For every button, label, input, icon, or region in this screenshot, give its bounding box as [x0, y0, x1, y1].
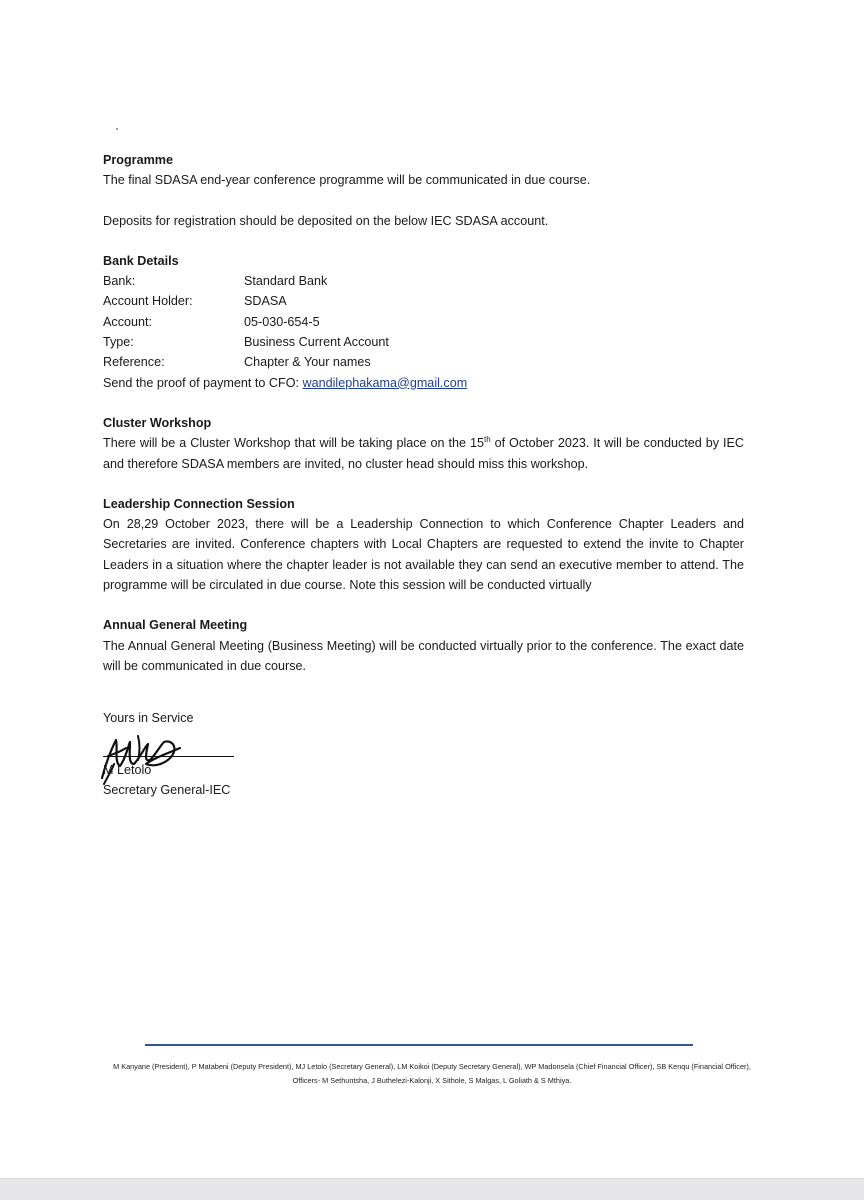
leadership-session-heading: Leadership Connection Session: [103, 496, 295, 511]
salutation: Yours in Service: [103, 711, 194, 725]
cluster-workshop-text: [103, 433, 744, 474]
reference-label: Reference:: [103, 355, 165, 370]
account-holder-label: Account Holder:: [103, 294, 193, 309]
agm-text: The Annual General Meeting (Business Meeting) will be conducted virtually prior to the conference. The exact date will be communicated in due course.: [103, 638, 744, 673]
proof-prefix: Send the proof of payment to CFO:: [103, 375, 303, 390]
account-value: 05-030-654-5: [244, 314, 320, 329]
reference-value: Chapter & Your names: [244, 355, 371, 370]
letter-body: [103, 150, 744, 676]
bank-details-table: [103, 271, 744, 372]
footer-divider: [145, 1044, 693, 1046]
deposits-text: Deposits for registration should be deposited on the below IEC SDASA account.: [103, 213, 549, 228]
cfo-email-link[interactable]: wandilephakama@gmail.com: [302, 375, 468, 390]
scan-mark: [116, 128, 118, 130]
reference-row: [103, 352, 744, 372]
bank-row: [103, 271, 744, 291]
type-label: Type:: [103, 335, 134, 350]
cluster-text-part-1: There will be a Cluster Workshop that will be taking place on the 15: [103, 436, 484, 451]
signatory-title: Secretary General-IEC: [103, 783, 231, 797]
bank-label: Bank:: [103, 274, 136, 289]
account-label: Account:: [103, 314, 153, 329]
account-holder-row: [103, 291, 744, 311]
programme-heading: Programme: [103, 153, 173, 167]
cluster-workshop-heading: Cluster Workshop: [103, 415, 212, 430]
type-row: [103, 332, 744, 352]
bank-details-heading: Bank Details: [103, 253, 179, 268]
ordinal-suffix: th: [483, 435, 491, 445]
agm-heading: Annual General Meeting: [103, 618, 248, 633]
programme-text: The final SDASA end-year conference programme will be communicated in due course.: [103, 173, 591, 188]
page-bottom-edge: [0, 1178, 864, 1200]
proof-of-payment-line: [103, 373, 744, 393]
type-value: Business Current Account: [244, 335, 389, 350]
account-holder-value: SDASA: [244, 294, 287, 309]
officers-footer: M Kanyane (President), P Matabeni (Deputy President), MJ Letolo (Secretary General), LM Koikoi (Deputy Secretary General), WP Madonsela (Chief Financial Officer), SB Kenqu (Financial Officer), Officers- M Sethuntsha, J Buthelezi-Kalonji, X Sithole, S Malgas, L Goliath & S Mthiya.: [113, 1062, 751, 1085]
cluster-text-part-2: of October 2023. It will be conducted by IEC and therefore SDASA members are invited, no cluster head should miss this workshop.: [103, 436, 744, 471]
leadership-session-text: On 28,29 October 2023, there will be a Leadership Connection to which Conference Chapter Leaders and Secretaries are invited. Conference chapters with Local Chapters are requested to extend the invite to Chapter Leaders in a situation where the chapter leader is not available they can send an executive member to attend. The programme will be circulated in due course. Note this session will be conducted virtually: [103, 517, 744, 593]
signatory-name: M Letolo: [103, 763, 152, 777]
account-row: [103, 312, 744, 332]
bank-value: Standard Bank: [244, 274, 328, 289]
